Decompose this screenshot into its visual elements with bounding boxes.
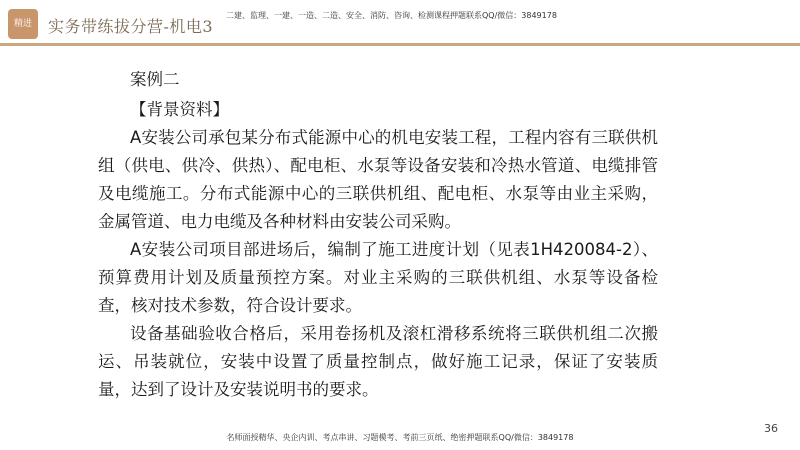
page-number: 36 bbox=[764, 422, 778, 435]
header-divider bbox=[0, 43, 800, 46]
paragraph-2: A安装公司项目部进场后，编制了施工进度计划（见表1H420084-2）、预算费用计划及质量预控方案。对业主采购的三联供机组、水泵等设备检查，核对技术参数，符合设计要求。 bbox=[98, 240, 658, 315]
footer-contact-text: 名师面授精华、央企内训、考点串讲、习题模考、考前三页纸、绝密押题联系QQ/微信：3849178 bbox=[226, 433, 574, 442]
slide-content bbox=[98, 66, 658, 404]
paragraph-1: A安装公司承包某分布式能源中心的机电安装工程，工程内容有三联供机组（供电、供冷、供热）、配电柜、水泵等设备安装和冷热水管道、电缆排管及电缆施工。分布式能源中心的三联供机组、配电柜、水泵等由业主采购，金属管道、电力电缆及各种材料由安装公司采购。 bbox=[98, 128, 658, 231]
paragraph-3: 设备基础验收合格后，采用卷扬机及滚杠滑移系统将三联供机组二次搬运、吊装就位，安装中设置了质量控制点，做好施工记录，保证了安装质量，达到了设计及安装说明书的要求。 bbox=[98, 324, 658, 399]
header-contact-text: 二建、监理、一建、一造、二造、安全、消防、咨询、检测课程押题联系QQ/微信：3849178 bbox=[226, 11, 557, 20]
section-heading: 【背景资料】 bbox=[130, 100, 229, 119]
logo-badge: 精进 bbox=[8, 9, 38, 39]
deck-title: 实务带练拔分营-机电3 bbox=[48, 17, 214, 36]
case-heading: 案例二 bbox=[130, 70, 180, 89]
